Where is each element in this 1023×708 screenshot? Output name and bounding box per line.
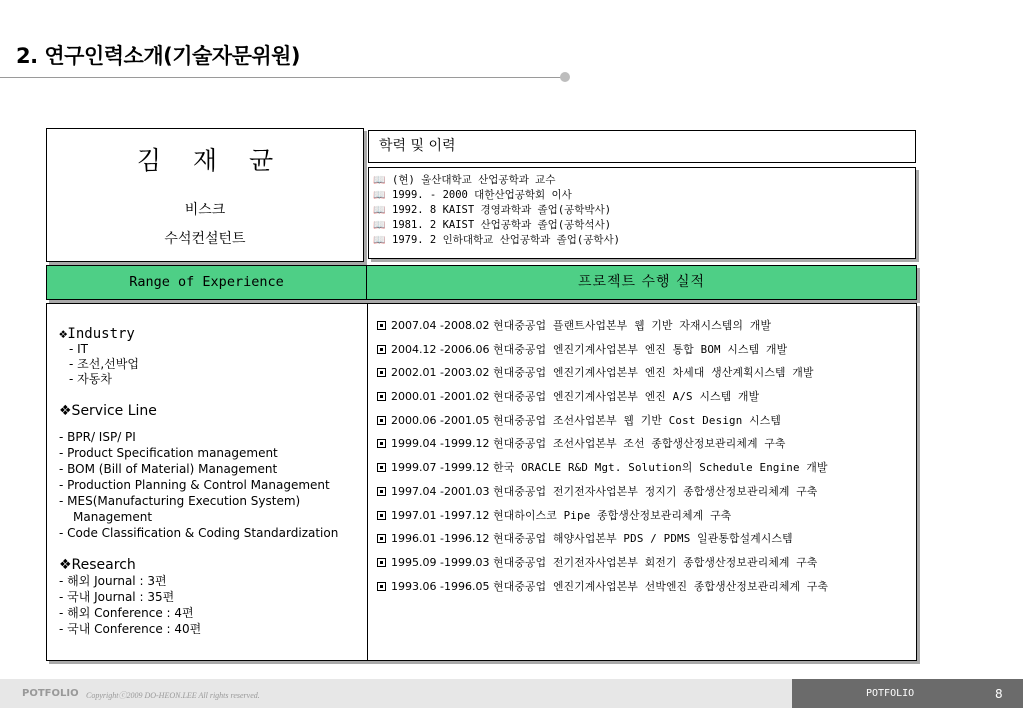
- research-label: ❖Research: [59, 557, 136, 573]
- education-item: 📖 (현) 울산대학교 산업공학과 교수: [373, 174, 556, 186]
- square-bullet-icon: [377, 534, 386, 543]
- education-heading: 학력 및 이력: [368, 130, 916, 163]
- project-row: 2000.06 -2001.05 현대중공업 조선사업본부 웹 기반 Cost Design 시스템: [377, 411, 912, 435]
- service-item: - BOM (Bill of Material) Management: [59, 462, 278, 476]
- footer-brand: POTFOLIO: [22, 688, 79, 699]
- square-bullet-icon: [377, 487, 386, 496]
- person-position: 수석컨설턴트: [164, 231, 246, 247]
- service-item: - Production Planning & Control Management: [59, 478, 330, 492]
- service-item: - Product Specification management: [59, 446, 278, 460]
- book-icon: 📖: [373, 190, 386, 201]
- industry-item: - 자동차: [69, 372, 112, 386]
- project-row: 1999.07 -1999.12 한국 ORACLE R&D Mgt. Solution의 Schedule Engine 개발: [377, 458, 912, 482]
- project-row: 1997.01 -1997.12 현대하이스코 Pipe 종합생산정보관리체계 구축: [377, 506, 912, 530]
- square-bullet-icon: [377, 392, 386, 401]
- square-bullet-icon: [377, 439, 386, 448]
- square-bullet-icon: [377, 511, 386, 520]
- education-list: [368, 167, 916, 259]
- project-row: 1993.06 -1996.05 현대중공업 엔진기계사업본부 선박엔진 종합생산정보관리체계 구축: [377, 577, 912, 601]
- project-row: 2007.04 -2008.02 현대중공업 플랜트사업본부 웹 기반 자재시스템의 개발: [377, 316, 912, 340]
- footer-copyright: Copyrightⓒ2009 DO-HEON.LEE All rights reserved.: [86, 691, 260, 700]
- square-bullet-icon: [377, 345, 386, 354]
- research-item: - 해외 Journal : 3편: [59, 574, 167, 588]
- project-list: [377, 316, 912, 600]
- square-bullet-icon: [377, 582, 386, 591]
- footer: [0, 679, 1023, 708]
- industry-label: ❖Industry: [59, 326, 135, 342]
- title-rule: [0, 77, 565, 78]
- project-row: 2000.01 -2001.02 현대중공업 엔진기계사업본부 엔진 A/S 시스템 개발: [377, 387, 912, 411]
- service-item: Management: [73, 510, 153, 524]
- book-icon: 📖: [373, 235, 386, 246]
- book-icon: 📖: [373, 220, 386, 231]
- range-header: Range of Experience: [47, 266, 367, 299]
- square-bullet-icon: [377, 368, 386, 377]
- title-dot: [560, 72, 570, 82]
- project-row: 1995.09 -1999.03 현대중공업 전기전자사업본부 회전기 종합생산정보관리체계 구축: [377, 553, 912, 577]
- research-item: - 국내 Journal : 35편: [59, 590, 175, 604]
- page-title: 2. 연구인력소개(기술자문위원): [16, 44, 301, 68]
- service-item: - BPR/ ISP/ PI: [59, 430, 136, 444]
- footer-label: POTFOLIO: [866, 688, 915, 699]
- page-number: 8: [995, 687, 1003, 701]
- square-bullet-icon: [377, 463, 386, 472]
- project-row: 2002.01 -2003.02 현대중공업 엔진기계사업본부 엔진 차세대 생산계획시스템 개발: [377, 363, 912, 387]
- person-name: 김 재 균: [136, 146, 286, 175]
- book-icon: 📖: [373, 175, 386, 186]
- person-company: 비스크: [184, 202, 226, 218]
- book-icon: 📖: [373, 205, 386, 216]
- square-bullet-icon: [377, 558, 386, 567]
- industry-item: - IT: [69, 342, 89, 356]
- range-of-experience: [59, 322, 359, 637]
- project-row: 1999.04 -1999.12 현대중공업 조선사업본부 조선 종합생산정보관리체계 구축: [377, 434, 912, 458]
- industry-item: - 조선,선박업: [69, 357, 139, 371]
- column-divider: [367, 304, 368, 660]
- education-item: 📖 1981. 2 KAIST 산업공학과 졸업(공학석사): [373, 219, 612, 231]
- service-item: - Code Classification & Coding Standardization: [59, 526, 339, 540]
- projects-header: 프로젝트 수행 실적: [577, 274, 706, 290]
- section-header-bar: [46, 265, 917, 300]
- education-item: 📖 1992. 8 KAIST 경영과학과 졸업(공학박사): [373, 204, 612, 216]
- square-bullet-icon: [377, 416, 386, 425]
- experience-panel: [46, 303, 917, 661]
- project-row: 1996.01 -1996.12 현대중공업 해양사업본부 PDS / PDMS 일관통합설계시스템: [377, 529, 912, 553]
- project-row: 2004.12 -2006.06 현대중공업 엔진기계사업본부 엔진 통합 BOM 시스템 개발: [377, 340, 912, 364]
- education-item: 📖 1979. 2 인하대학교 산업공학과 졸업(공학사): [373, 234, 621, 246]
- education-item: 📖 1999. - 2000 대한산업공학회 이사: [373, 189, 572, 201]
- research-item: - 해외 Conference : 4편: [59, 606, 194, 620]
- project-row: 1997.04 -2001.03 현대중공업 전기전자사업본부 정지기 종합생산정보관리체계 구축: [377, 482, 912, 506]
- profile-card: [46, 128, 364, 262]
- research-item: - 국내 Conference : 40편: [59, 622, 202, 636]
- square-bullet-icon: [377, 321, 386, 330]
- service-item: - MES(Manufacturing Execution System): [59, 494, 301, 508]
- service-line-label: ❖Service Line: [59, 403, 157, 419]
